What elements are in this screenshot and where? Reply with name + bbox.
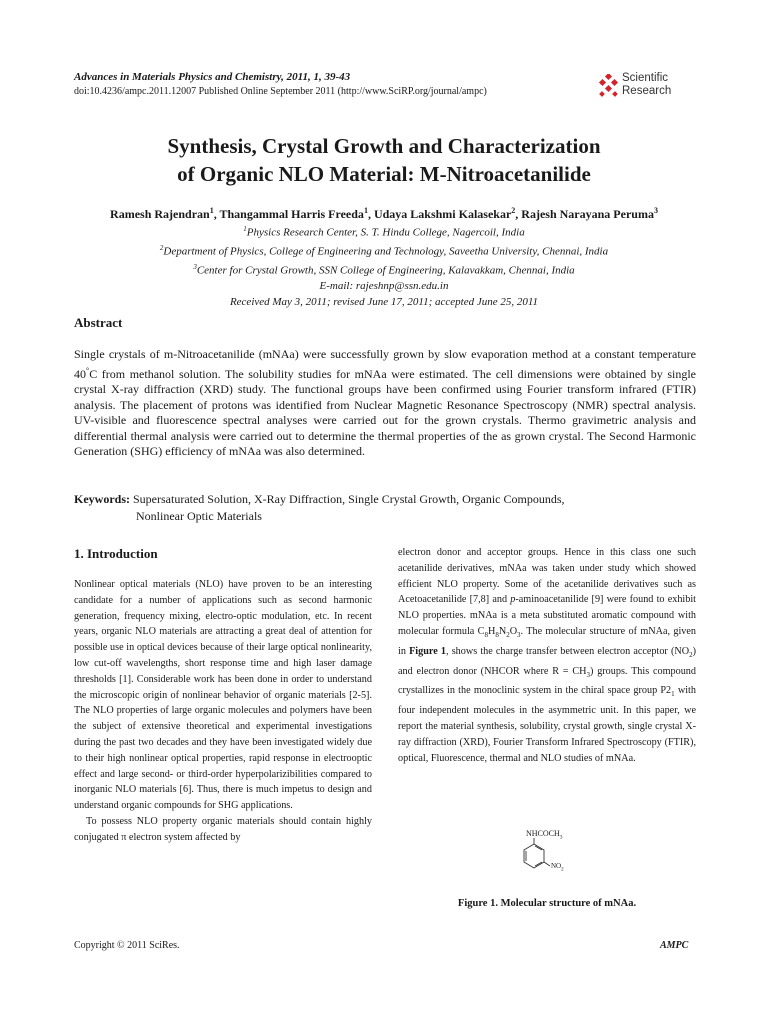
left-column xyxy=(74,577,372,846)
journal-volume: , 2011, 1, 39-43 xyxy=(281,71,351,83)
journal-name: Advances in Materials Physics and Chemistry xyxy=(74,71,282,83)
keywords-label: Keywords: xyxy=(74,492,130,506)
publisher-logo xyxy=(598,72,708,100)
scientific-research-logo-icon xyxy=(598,74,620,98)
author-list: Ramesh Rajendran$^1$, Thangammal Harris Freeda$^1$, Udaya Lakshmi Kalasekar$^2$, Rajesh Narayana Peruma$^3$ xyxy=(110,206,658,221)
figure-reference: Figure 1 xyxy=(409,645,446,657)
section-heading-introduction: 1. Introduction xyxy=(74,546,158,561)
right-column xyxy=(398,545,696,766)
logo-text: Scientific Research xyxy=(622,72,672,97)
no2-bond xyxy=(544,862,550,866)
figure-caption: Figure 1. Molecular structure of mNAa. xyxy=(457,898,637,909)
affiliation-3: $^3$Center for Crystal Growth, SSN College of Engineering, Kalavakkam, Chennai, India xyxy=(193,263,575,277)
affiliation-1: $^1$Physics Research Center, S. T. Hindu College, Nagercoil, India xyxy=(243,225,525,239)
intro-paragraph-right: electron donor and acceptor groups. Hence in this class one such acetanilide derivatives, mNAa was taken under study which showed efficient NLO property. Some of the acetanilide derivatives such as Acetoacetanilide [7,8] and p-aminoacetanilide [9] were found to exhibit NLO properties. mNAa is a meta substituted aromatic compound with molecular formula $C_8H_8N_2O_3$. The molecular structure of mNAa, given in Figure 1, shows the charge transfer between electron acceptor $(NO_2)$ and electron donor (NHCOR where $R = CH_3$) groups. This compound crystallizes in the monoclinic system in the chiral space group $P2_1$ with four independent molecules in the asymmetric unit. In this paper, we report the material synthesis, solubility, crystal growth, single crystal X-ray diffraction (XRD), Fourier Transform Infrared Spectroscopy (FTIR), optical, Fluorescence, thermal and NLO studies of mNAa. xyxy=(398,547,697,764)
paper-title: Synthesis, Crystal Growth and Characterization of Organic NLO Material: M-Nitroacetanilide xyxy=(167,134,601,186)
intro-paragraph-2: To possess NLO property organic materials should contain highly conjugated π electron system affected by xyxy=(74,815,372,843)
received-dates: Received May 3, 2011; revised June 17, 2011; accepted June 25, 2011 xyxy=(229,295,539,308)
journal-citation xyxy=(74,71,350,83)
molecular-structure-figure xyxy=(520,830,600,892)
nhcoch3-label: $NHCOCH_3$ xyxy=(526,829,563,841)
doi-line: doi:10.4236/ampc.2011.12007 Published Online September 2011 (http://www.SciRP.org/journal/ampc) xyxy=(74,86,487,97)
no2-label: $NO_2$ xyxy=(551,862,564,873)
journal-abbreviation: AMPC xyxy=(660,940,689,951)
copyright: Copyright © 2011 SciRes. xyxy=(74,940,180,951)
abstract-heading: Abstract xyxy=(74,315,123,330)
abstract-text: Single crystals of m-Nitroacetanilide (mNAa) were successfully grown by slow evaporation method at a constant temperature 40°C from methanol solution. The solubility studies for mNAa were estimated. The cell dimensions were obtained by single crystal X-ray diffraction (XRD) study. The functional groups have been confirmed using Fourier transform infrared (FTIR) analysis. The placement of protons was identified from Nuclear Magnetic Resonance Spectroscopy (NMR) spectral analysis. UV-visible and fluorescence spectral analyses were carried out for the grown crystals. Thermo gravimetric analysis and differential thermal analysis were carried out to determine the thermal properties of the as grown crystal. The Second Harmonic Generation (SHG) efficiency of mNAa was also determined. xyxy=(74,347,696,458)
intro-paragraph-1: Nonlinear optical materials (NLO) have proven to be an interesting candidate for a number of applications such as second harmonic generation, frequency mixing, electro-optic modulation, etc. In recent years, organic NLO materials are attracting a great deal of attention for possible use in optical devices because of their large optical nonlinearity, low cut-off wavelengths, short response time and high laser damage thresholds [1]. Considerable work has been done in order to understand the microscopic origin of nonlinear behavior of organic materials [2-5]. The NLO properties of large organic molecules and polymers have been the subject of extensive theoretical and experimental investigations during the past two decades and they have been investigated widely due to their high nonlinear optical properties, rapid response in electrooptic effect and large second- or third-order hyperpolarizibilities compared to inorganic NLO materials [6]. Thus, there is much impetus to design and understand organic compounds for SHG applications. xyxy=(74,579,372,812)
benzene-ring xyxy=(524,844,544,868)
email: E-mail: rajeshnp@ssn.edu.in xyxy=(319,280,449,293)
affiliation-2: $^2$Department of Physics, College of Engineering and Technology, Saveetha University, Chennai, India xyxy=(159,244,609,258)
affiliations xyxy=(74,222,694,310)
keywords: Keywords: Supersaturated Solution, X-Ray Diffraction, Single Crystal Growth, Organic Compounds, Nonlinear Optic Materials xyxy=(74,492,565,523)
